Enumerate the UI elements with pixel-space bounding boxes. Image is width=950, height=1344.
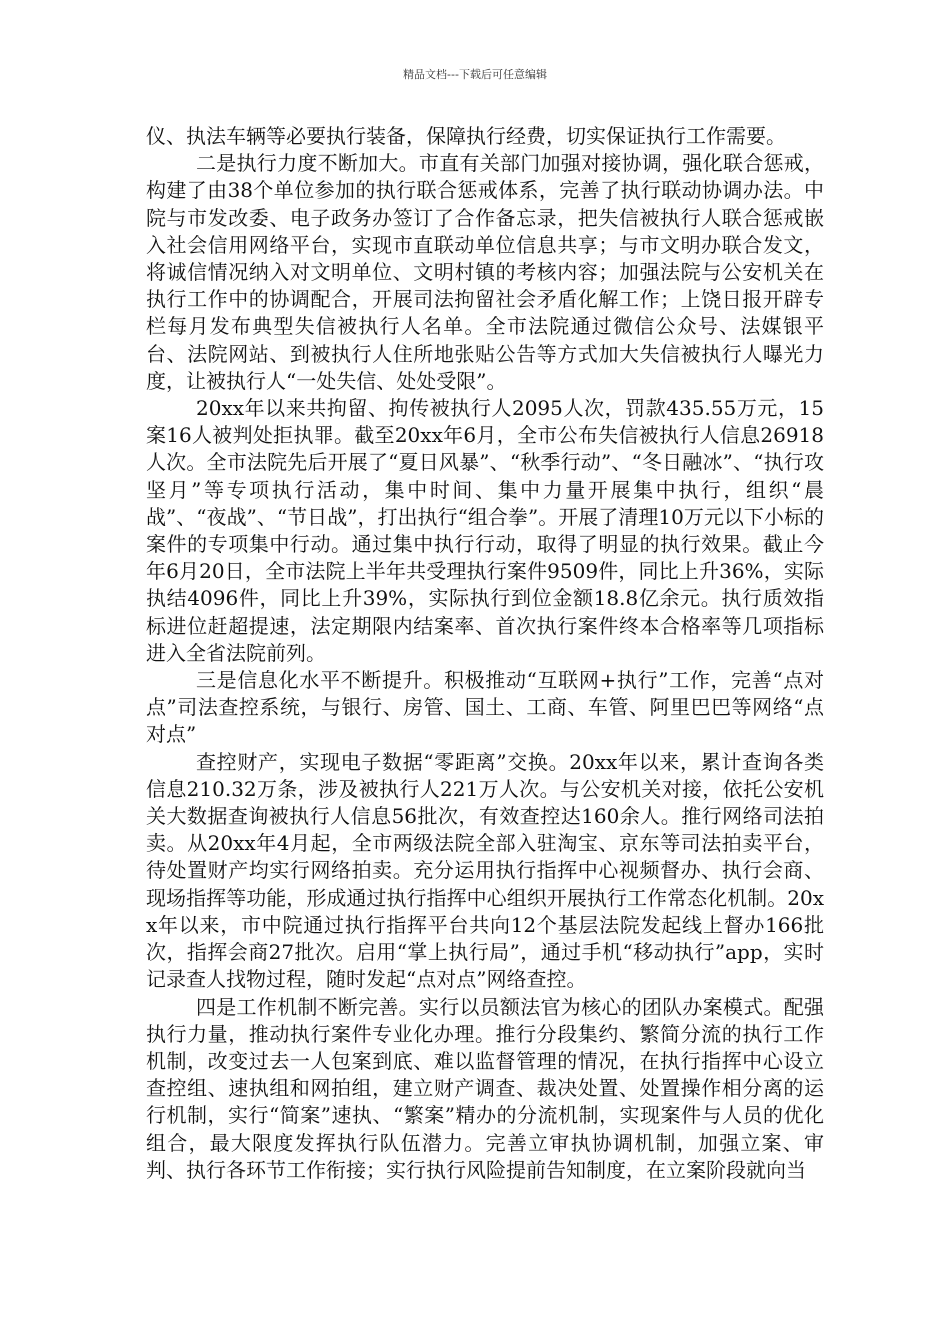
paragraph-1: 仪、执法车辆等必要执行装备，保障执行经费，切实保证执行工作需要。	[146, 124, 786, 148]
paragraph-6: 四是工作机制不断完善。实行以员额法官为核心的团队办案模式。配强执行力量，推动执行案件专业化办理。推行分段集约、繁简分流的执行工作机制，改变过去一人包案到底、难以监督管理的情况，在执行指挥中心设立查控组、速执组和网拍组，建立财产调查、裁决处置、处置操作相分离的运行机制，实行“简案”速执、“繁案”精办的分流机制，实现案件与人员的优化组合，最大限度发挥执行队伍潜力。完善立审执协调机制，加强立案、审判、执行各环节工作衔接；实行执行风险提前告知制度，在立案阶段就向当	[146, 994, 824, 1182]
page-header: 精品文档---下载后可任意编辑	[403, 68, 547, 81]
paragraph-5: 查控财产，实现电子数据“零距离”交换。20xx年以来，累计查询各类信息210.32万条，涉及被执行人221万人次。与公安机关对接，依托公安机关大数据查询被执行人信息56批次，有效查控达160余人。推行网络司法拍卖。从20xx年4月起，全市两级法院全部入驻淘宝、京东等司法拍卖平台，待处置财产均实行网络拍卖。充分运用执行指挥中心视频督办、执行会商、现场指挥等功能，形成通过执行指挥中心组织开展执行工作常态化机制。20xx年以来，市中院通过执行指挥平台共向12个基层法院发起线上督办166批次，指挥会商27批次。启用“掌上执行局”，通过手机“移动执行”app，实时记录查人找物过程，随时发起“点对点”网络查控。	[146, 749, 824, 992]
paragraph-2: 二是执行力度不断加大。市直有关部门加强对接协调，强化联合惩戒，构建了由38个单位参加的执行联合惩戒体系，完善了执行联动协调办法。中院与市发改委、电子政务办签订了合作备忘录，把失信被执行人联合惩戒嵌入社会信用网络平台，实现市直联动单位信息共享；与市文明办联合发文，将诚信情况纳入对文明单位、文明村镇的考核内容；加强法院与公安机关在执行工作中的协调配合，开展司法拘留社会矛盾化解工作；上饶日报开辟专栏每月发布典型失信被执行人名单。全市法院通过微信公众号、法媒银平台、法院网站、到被执行人住所地张贴公告等方式加大失信被执行人曝光力度，让被执行人“一处失信、处处受限”。	[146, 151, 824, 393]
paragraph-4: 三是信息化水平不断提升。积极推动“互联网+执行”工作，完善“点对点”司法查控系统，与银行、房管、国土、工商、车管、阿里巴巴等网络“点对点”	[146, 668, 824, 747]
paragraph-3: 20xx年以来共拘留、拘传被执行人2095人次，罚款435.55万元，15案16人被判处拒执罪。截至20xx年6月，全市公布失信被执行人信息26918人次。全市法院先后开展了“夏日风暴”、“秋季行动”、“冬日融冰”、“执行攻坚月”等专项执行活动，集中时间、集中力量开展集中执行，组织“晨战”、“夜战”、“节日战”，打出执行“组合拳”。开展了清理10万元以下小标的案件的专项集中行动。通过集中执行行动，取得了明显的执行效果。截止今年6月20日，全市法院上半年共受理执行案件9509件，同比上升36%，实际执结4096件，同比上升39%，实际执行到位金额18.8亿余元。执行质效指标进位赶超提速，法定期限内结案率、首次执行案件终本合格率等几项指标进入全省法院前列。	[146, 396, 824, 665]
document-body	[146, 123, 824, 1184]
